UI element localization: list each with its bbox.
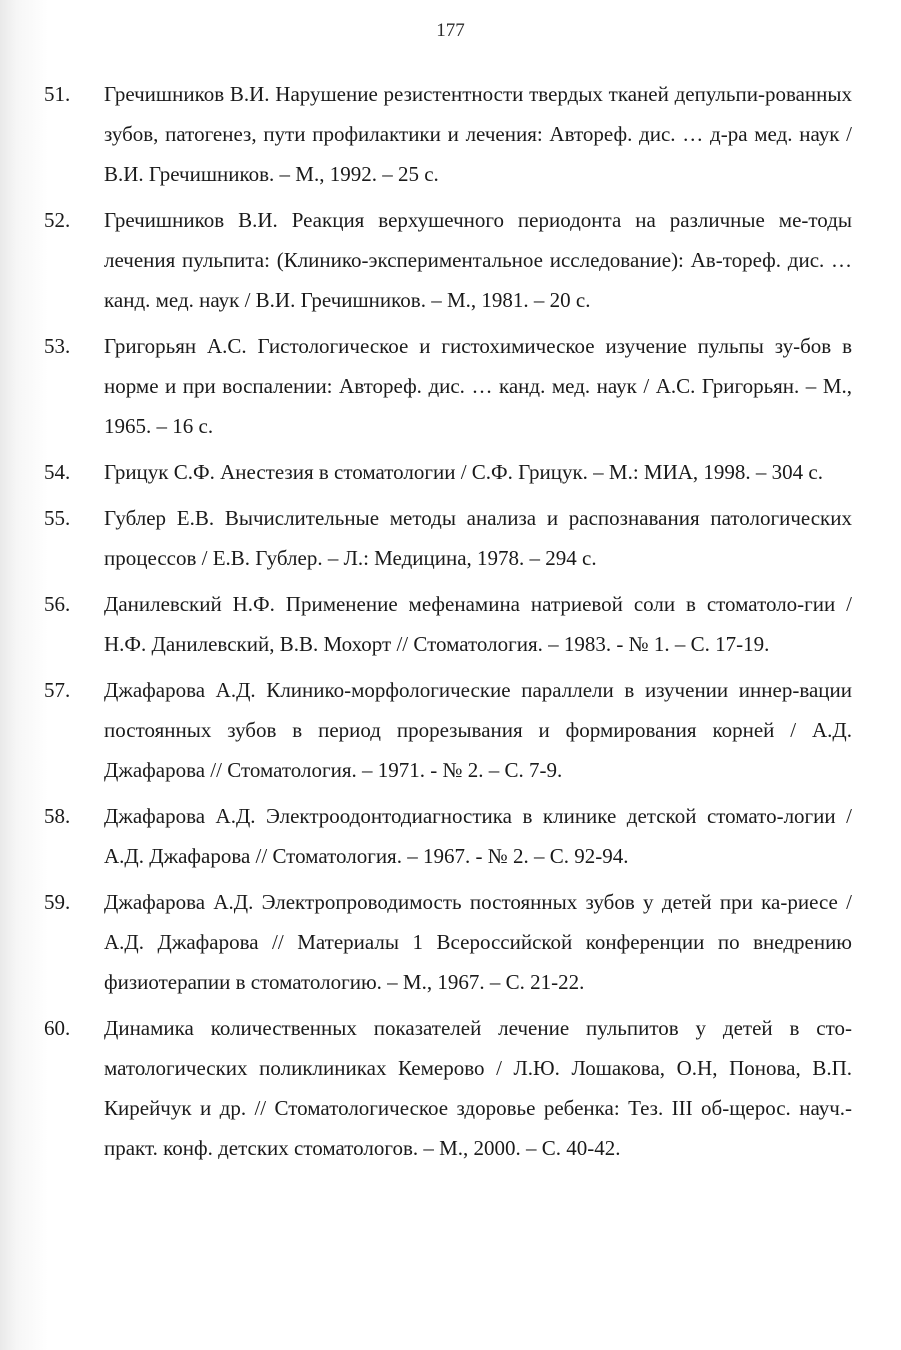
- reference-item: [0, 326, 901, 446]
- reference-text: Динамика количественных показателей лечение пульпитов у детей в сто-матологических поликлиниках Кемерово / Л.Ю. Лошакова, О.Н, Понова, В.П. Кирейчук и др. // Стоматологическое здоровье ребенка: Тез. III об-щерос. науч.-практ. конф. детских стоматологов. – М., 2000. – С. 40-42.: [104, 1016, 852, 1160]
- reference-item: [0, 1008, 901, 1168]
- reference-text: Джафарова А.Д. Клинико-морфологические параллели в изучении иннер-вации постоянных зубов в период прорезывания и формирования корней / А.Д. Джафарова // Стоматология. – 1971. - № 2. – С. 7-9.: [104, 678, 852, 782]
- reference-text: Гречишников В.И. Реакция верхушечного периодонта на различные ме-тоды лечения пульпита: (Клинико-экспериментальное исследование): Ав-тореф. дис. … канд. мед. наук / В.И. Гречишников. – М., 1981. – 20 с.: [104, 208, 852, 312]
- reference-text: Григорьян А.С. Гистологическое и гистохимическое изучение пульпы зу-бов в норме и при воспалении: Автореф. дис. … канд. мед. наук / А.С. Григорьян. – М., 1965. – 16 с.: [104, 334, 852, 438]
- reference-text: Гречишников В.И. Нарушение резистентности твердых тканей депульпи-рованных зубов, патогенез, пути профилактики и лечения: Автореф. дис. … д-ра мед. наук / В.И. Гречишников. – М., 1992. – 25 с.: [104, 82, 852, 186]
- reference-item: [0, 796, 901, 876]
- reference-number: 59.: [44, 890, 71, 914]
- reference-item: [0, 670, 901, 790]
- reference-item: [0, 74, 901, 194]
- reference-item: [0, 200, 901, 320]
- reference-number: 57.: [44, 678, 71, 702]
- reference-item: [0, 882, 901, 1002]
- reference-text: Грицук С.Ф. Анестезия в стоматологии / С.Ф. Грицук. – М.: МИА, 1998. – 304 с.: [104, 460, 823, 484]
- reference-number: 56.: [44, 592, 71, 616]
- reference-number: 55.: [44, 506, 71, 530]
- reference-list: [0, 74, 901, 1174]
- reference-number: 54.: [44, 460, 71, 484]
- reference-item: [0, 452, 901, 492]
- reference-text: Гублер Е.В. Вычислительные методы анализа и распознавания патологических процессов / Е.В. Гублер. – Л.: Медицина, 1978. – 294 с.: [104, 506, 852, 570]
- reference-number: 58.: [44, 804, 71, 828]
- reference-item: [0, 584, 901, 664]
- reference-number: 52.: [44, 208, 71, 232]
- reference-text: Данилевский Н.Ф. Применение мефенамина натриевой соли в стоматоло-гии / Н.Ф. Данилевский, В.В. Мохорт // Стоматология. – 1983. - № 1. – С. 17-19.: [104, 592, 852, 656]
- reference-number: 51.: [44, 82, 71, 106]
- reference-text: Джафарова А.Д. Электропроводимость постоянных зубов у детей при ка-риесе / А.Д. Джафарова // Материалы 1 Всероссийской конференции по внедрению физиотерапии в стоматологию. – М., 1967. – С. 21-22.: [104, 890, 852, 994]
- reference-number: 60.: [44, 1016, 71, 1040]
- reference-text: Джафарова А.Д. Электроодонтодиагностика в клинике детской стомато-логии / А.Д. Джафарова // Стоматология. – 1967. - № 2. – С. 92-94.: [104, 804, 852, 868]
- reference-item: [0, 498, 901, 578]
- reference-number: 53.: [44, 334, 71, 358]
- page-number: 177: [436, 20, 465, 41]
